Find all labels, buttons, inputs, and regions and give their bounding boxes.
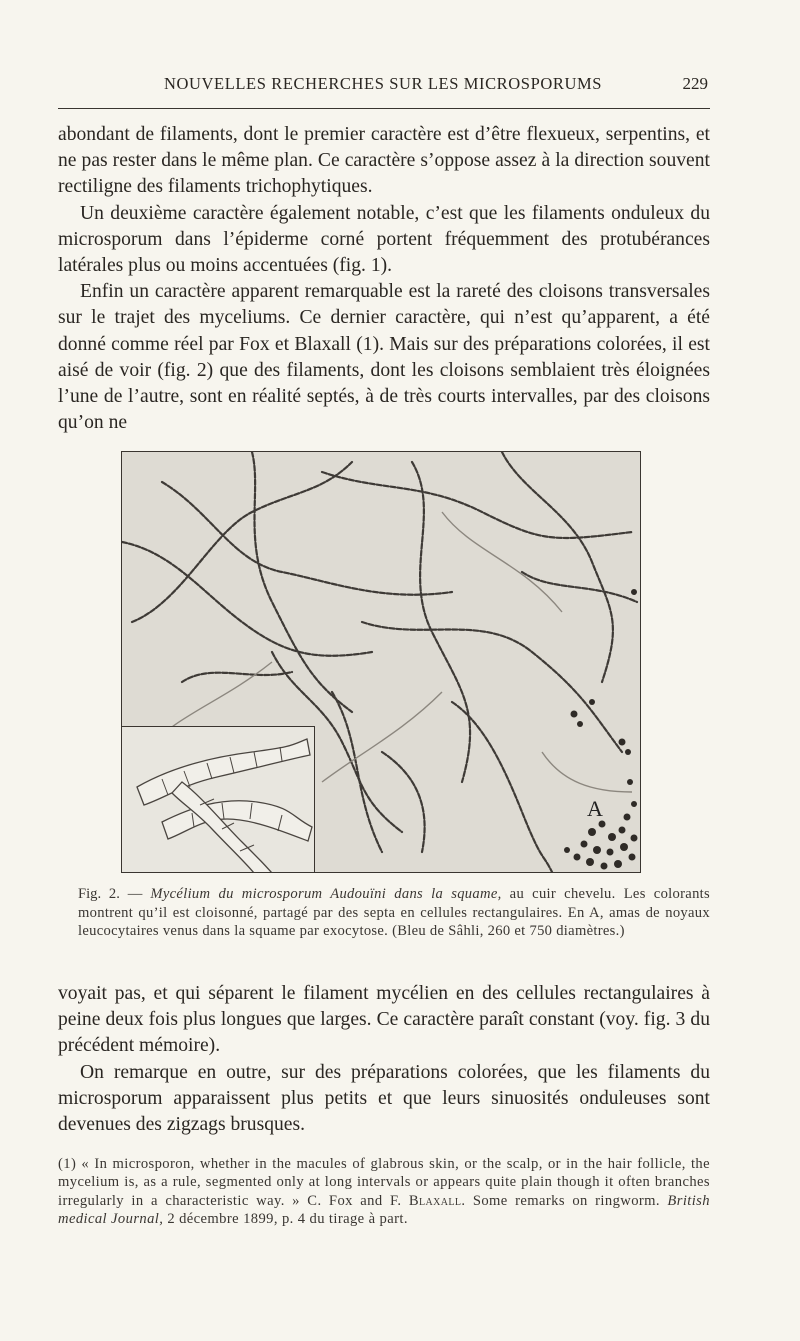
running-head: [58, 74, 708, 98]
footnote-journal: British medical Journal,: [58, 1192, 710, 1228]
running-title: NOUVELLES RECHERCHES SUR LES MICROSPORUMS: [163, 74, 603, 93]
footnote-lead: (1) « In microsporon, whether in the macules of glabrous skin, or the scalp, or in the hair follicle, the mycelium is, as a rule, segmented only at long intervals or appears quite plain though it often branches irregularly in a characteristic way. » C. Fox and F.: [58, 1156, 710, 1209]
paragraph: abondant de filaments, dont le premier caractère est d’être flexueux, serpentins, et ne pas rester dans le même plan. Ce caractère s’oppose assez à la direction souvent rectiligne des filaments trichophytiques.: [58, 124, 710, 198]
header-rule: [58, 108, 710, 109]
caption-text: au cuir chevelu. Les colorants montrent qu’il est cloisonné, partagé par des septa en cellules rectangulaires. En A, amas de noyaux leucocytaires venus dans la squame par exocytose. (Bleu de Sâhli, 260 et 750 diamètres.): [78, 886, 710, 940]
figure-caption: [78, 885, 710, 941]
caption-title: Mycélium du microsporum Audouïni dans la squame,: [150, 886, 502, 902]
inset-micrograph: [122, 727, 315, 872]
footnote: [58, 1155, 710, 1229]
figure-micrograph: [121, 451, 641, 873]
caption-fig-ref: Fig. 2. —: [78, 886, 143, 902]
figure-label-a: A: [587, 796, 603, 821]
paragraph: Enfin un caractère apparent remarquable est la rareté des cloisons transversales sur le trajet des myceliums. Ce dernier caractère, qui n’est qu’apparent, a été donné comme réel par Fox et Blaxall (1). Mais sur des préparations colorées, il est aisé de voir (fig. 2) que des filaments, dont les cloisons semblaient très éloignées l’une de l’autre, sont en réalité septés, à de très courts intervalles, par des cloisons qu’on ne: [58, 281, 710, 434]
footnote-author: Blaxall.: [408, 1192, 466, 1209]
paragraph: Un deuxième caractère également notable, c’est que les filaments onduleux du microsporum dans l’épiderme corné portent fréquemment des protubérances latérales plus ou moins accentuées (fig. 1).: [58, 202, 710, 277]
figure-inset: [122, 726, 315, 872]
paragraph: voyait pas, et qui séparent le filament mycélien en des cellules rectangulaires à peine deux fois plus longues que larges. Ce caractère paraît constant (voy. fig. 3 du précédent mémoire).: [58, 983, 710, 1057]
body-text-bottom: [58, 981, 710, 1138]
footnote-mid: Some remarks on ringworm.: [472, 1192, 660, 1209]
body-text-top: [58, 122, 710, 436]
paragraph: On remarque en outre, sur des préparations colorées, que les filaments du microsporum apparaissent plus petits et que leurs sinuosités onduleuses sont devenues des zigzags brusques.: [58, 1061, 710, 1136]
page-number: 229: [682, 74, 708, 93]
footnote-tail: 2 décembre 1899, p. 4 du tirage à part.: [167, 1211, 408, 1228]
